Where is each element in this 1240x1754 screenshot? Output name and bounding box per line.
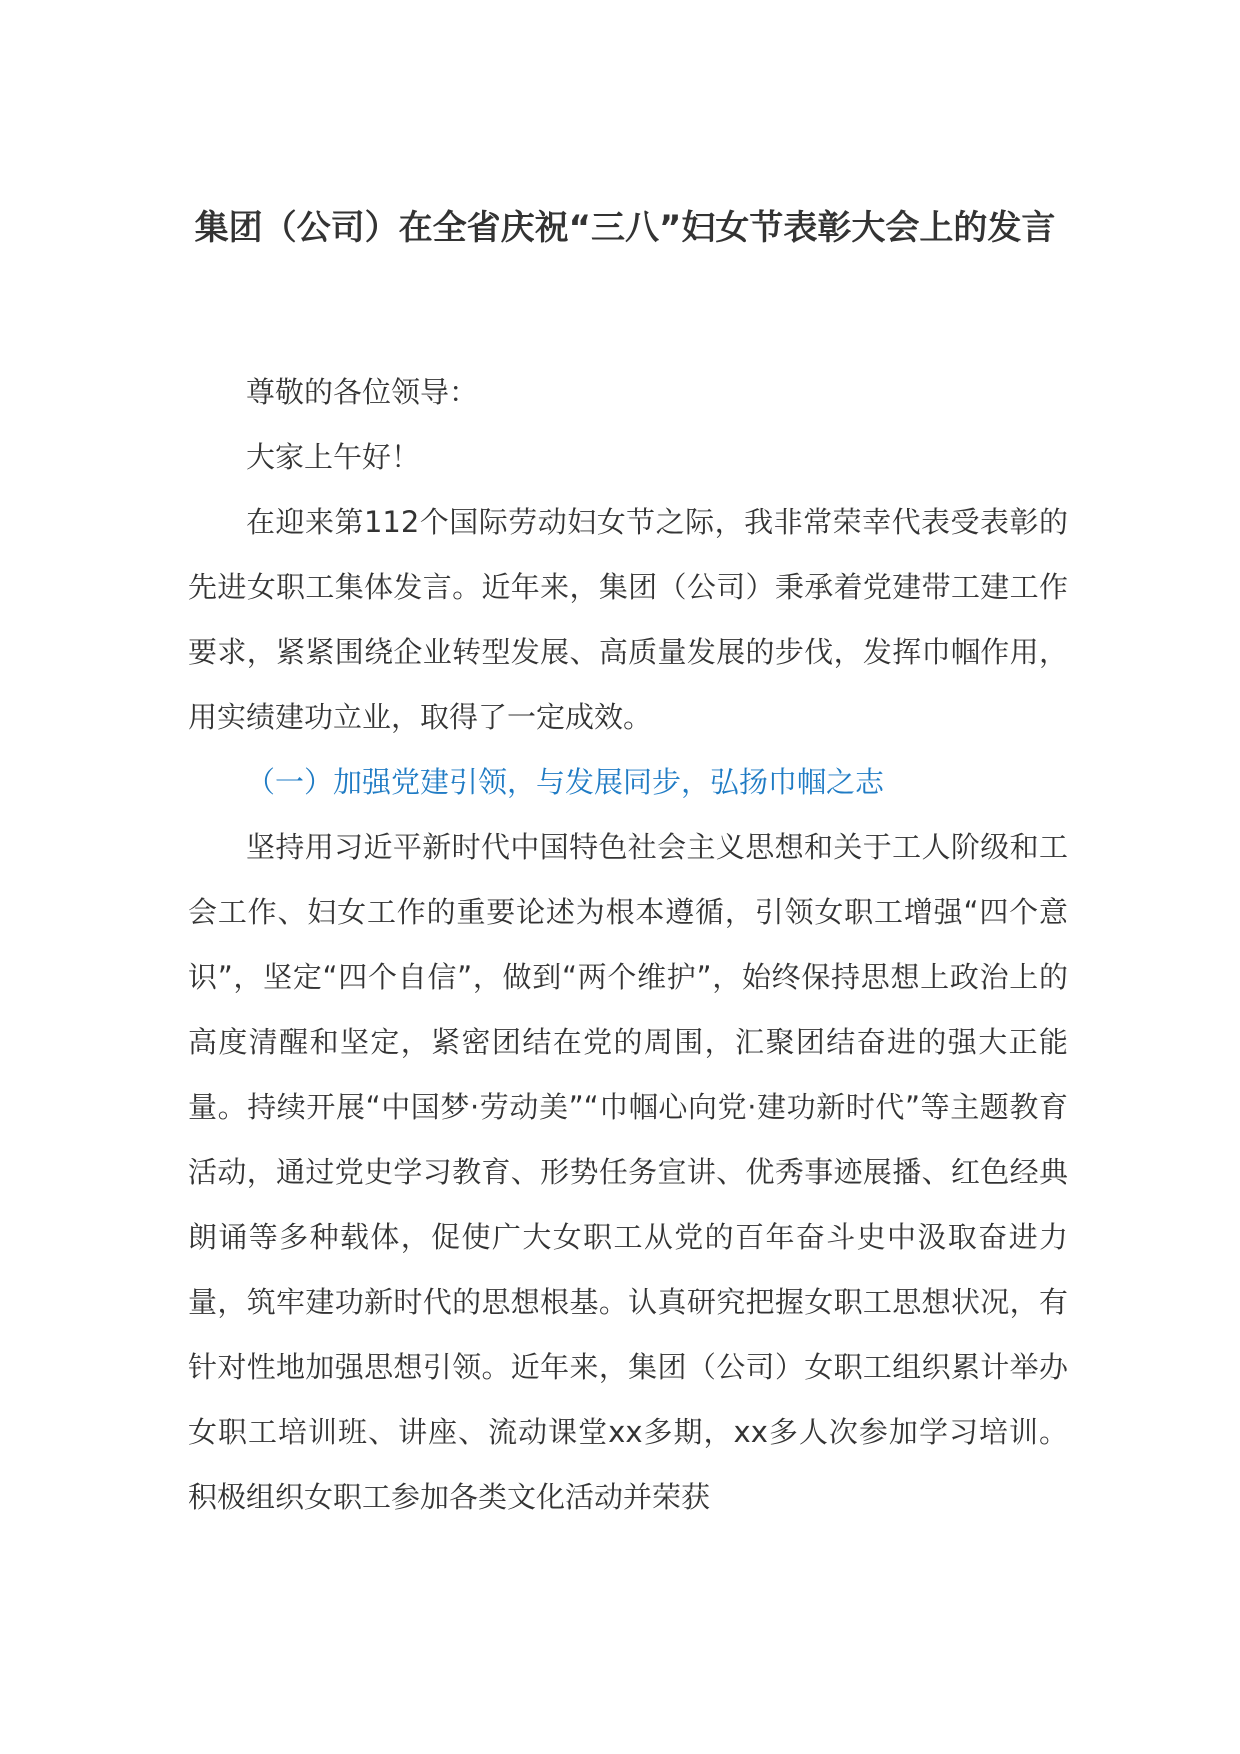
- document-body: [188, 360, 1068, 1530]
- section-heading: （一）加强党建引领，与发展同步，弘扬巾帼之志: [246, 765, 885, 799]
- body-paragraph: 坚持用习近平新时代中国特色社会主义思想和关于工人阶级和工会工作、妇女工作的重要论述为根本遵循，引领女职工增强“四个意识”，坚定“四个自信”，做到“两个维护”，始终保持思想上政治上的高度清醒和坚定，紧密团结在党的周围，汇聚团结奋进的强大正能量。持续开展“中国梦·劳动美”“巾帼心向党·建功新时代”等主题教育活动，通过党史学习教育、形势任务宣讲、优秀事迹展播、红色经典朗诵等多种载体，促使广大女职工从党的百年奋斗史中汲取奋进力量，筑牢建功新时代的思想根基。认真研究把握女职工思想状况，有针对性地加强思想引领。近年来，集团（公司）女职工组织累计举办女职工培训班、讲座、流动课堂xx多期，xx多人次参加学习培训。积极组织女职工参加各类文化活动并荣获: [188, 830, 1068, 1514]
- intro-paragraph: 在迎来第112个国际劳动妇女节之际，我非常荣幸代表受表彰的先进女职工集体发言。近年来，集团（公司）秉承着党建带工建工作要求，紧紧围绕企业转型发展、高质量发展的步伐，发挥巾帼作用，用实绩建功立业，取得了一定成效。: [188, 505, 1068, 734]
- greeting: 大家上午好！: [246, 440, 421, 474]
- salutation: 尊敬的各位领导：: [246, 375, 479, 409]
- document-title: 集团（公司）在全省庆祝“三八”妇女节表彰大会上的发言: [194, 208, 1056, 248]
